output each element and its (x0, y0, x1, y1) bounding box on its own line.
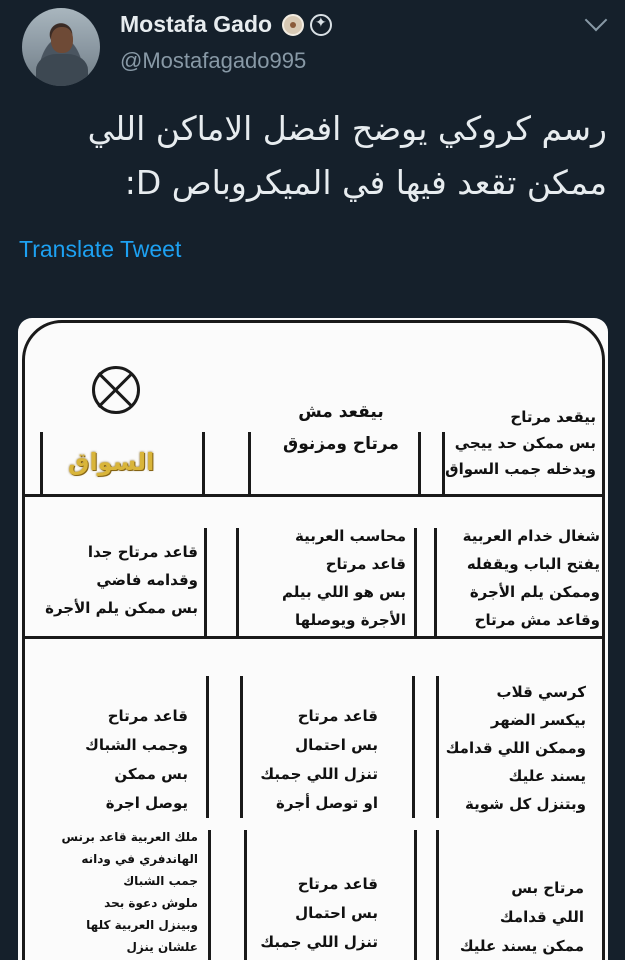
seat-line: بس ممكن (114, 765, 188, 783)
seat-wall (240, 676, 243, 818)
seat-line: مرتاح ومزنوق (283, 434, 399, 454)
seat-line: وجمب الشباك (85, 736, 188, 754)
seat-line: قاعد مرتاح (325, 555, 406, 573)
seat-line: قاعد مرتاح (107, 707, 188, 725)
tweet-line-1: رسم كروكي يوضح افضل الاماكن اللي (87, 109, 607, 148)
seat-line: بس هو اللي بيلم (281, 583, 406, 601)
seat-line: كرسي قلاب (496, 683, 586, 701)
seat-row2-right (440, 522, 600, 634)
seat-row3-left (48, 702, 188, 818)
seat-wall (414, 830, 417, 960)
seat-line: علشان ينزل (126, 940, 198, 954)
seat-line: بيقعد مرتاح (510, 408, 596, 426)
seat-line: او توصل أجرة (276, 794, 378, 812)
seat-row4-middle (258, 870, 378, 957)
seat-line: يفتح الباب ويقفله (466, 555, 600, 573)
seat-line: قاعد مرتاح (297, 875, 378, 893)
seat-row4-left (42, 826, 198, 958)
seat-line: مرتاح بس (511, 879, 584, 897)
seat-line: ويدخله جمب السواق (445, 460, 596, 478)
seat-line: قاعد مرتاح جدا (87, 543, 198, 561)
row-divider (24, 494, 602, 497)
seat-line: يوصل اجرة (105, 794, 188, 812)
steering-wheel-icon (92, 366, 140, 414)
seat-wall (418, 432, 421, 496)
user-handle[interactable]: @Mostafagado995 (120, 48, 307, 73)
seat-line: وممكن يلم الأجرة (469, 583, 600, 601)
seat-line: شغال خدام العربية (462, 527, 600, 545)
seat-line: بس احتمال (295, 904, 378, 922)
seat-line: قاعد مرتاح (297, 707, 378, 725)
seat-line: ممكن يسند عليك (459, 937, 584, 955)
seat-line: ملك العربية قاعد برنس (61, 830, 198, 844)
seat-line: جمب الشباك (123, 874, 198, 888)
avatar[interactable] (22, 8, 100, 86)
seat-line: وبتنزل كل شوية (465, 795, 586, 813)
avatar-face (51, 27, 73, 53)
verified-style-icon (310, 14, 332, 36)
driver-label: السواق (68, 448, 155, 476)
seat-row3-middle (248, 702, 378, 818)
row-divider (24, 636, 602, 639)
chevron-down-icon[interactable] (585, 9, 608, 32)
seat-wall (40, 432, 43, 496)
seat-line: بس ممكن حد ييجي (454, 434, 596, 452)
seat-wall (248, 432, 251, 496)
seat-wall (434, 528, 437, 636)
seat-wall (244, 830, 247, 960)
seat-wall (204, 528, 207, 636)
seat-line: بس احتمال (295, 736, 378, 754)
seat-line: وممكن اللي قدامك (445, 739, 586, 757)
seat-line: وبينزل العربية كلها (86, 918, 198, 932)
seat-line: وقدامه فاضي (96, 571, 198, 589)
seat-line: تنزل اللي جمبك (260, 933, 378, 951)
seat-wall (206, 676, 209, 818)
seat-row3-right (442, 678, 586, 818)
seat-line: محاسب العربية (294, 527, 406, 545)
seat-line: بيقعد مش (298, 402, 384, 422)
seat-wall (208, 830, 211, 960)
tweet-line-2: ممكن تقعد فيها في الميكروباص D: (124, 163, 607, 202)
seat-front-right (446, 404, 596, 482)
coffee-cup-icon (282, 14, 304, 36)
seat-wall (436, 830, 439, 960)
seat-wall (236, 528, 239, 636)
seat-line: يسند عليك (508, 767, 586, 785)
seat-line: ملوش دعوة بحد (104, 896, 198, 910)
tweet-image[interactable] (18, 318, 608, 960)
seat-line: الأجرة ويوصلها (294, 611, 406, 629)
seat-line: بيكسر الضهر (490, 711, 586, 729)
seat-front-middle (266, 396, 416, 460)
seat-line: اللي قدامك (499, 908, 584, 926)
seat-line: وقاعد مش مرتاح (474, 611, 600, 629)
seat-line: الهاندفري في ودانه (81, 852, 198, 866)
seat-wall (436, 676, 439, 818)
seat-line: تنزل اللي جمبك (260, 765, 378, 783)
tweet-text (47, 102, 607, 210)
seat-row2-left (32, 538, 198, 622)
seat-line: بس ممكن يلم الأجرة (45, 599, 198, 617)
seat-wall (202, 432, 205, 496)
translate-tweet-link[interactable]: Translate Tweet (19, 236, 182, 262)
seat-row2-middle (244, 522, 406, 634)
seat-row4-right (448, 874, 584, 960)
display-name[interactable]: Mostafa Gado (120, 11, 273, 37)
seat-wall (412, 676, 415, 818)
avatar-body (36, 54, 88, 86)
seat-wall (414, 528, 417, 636)
